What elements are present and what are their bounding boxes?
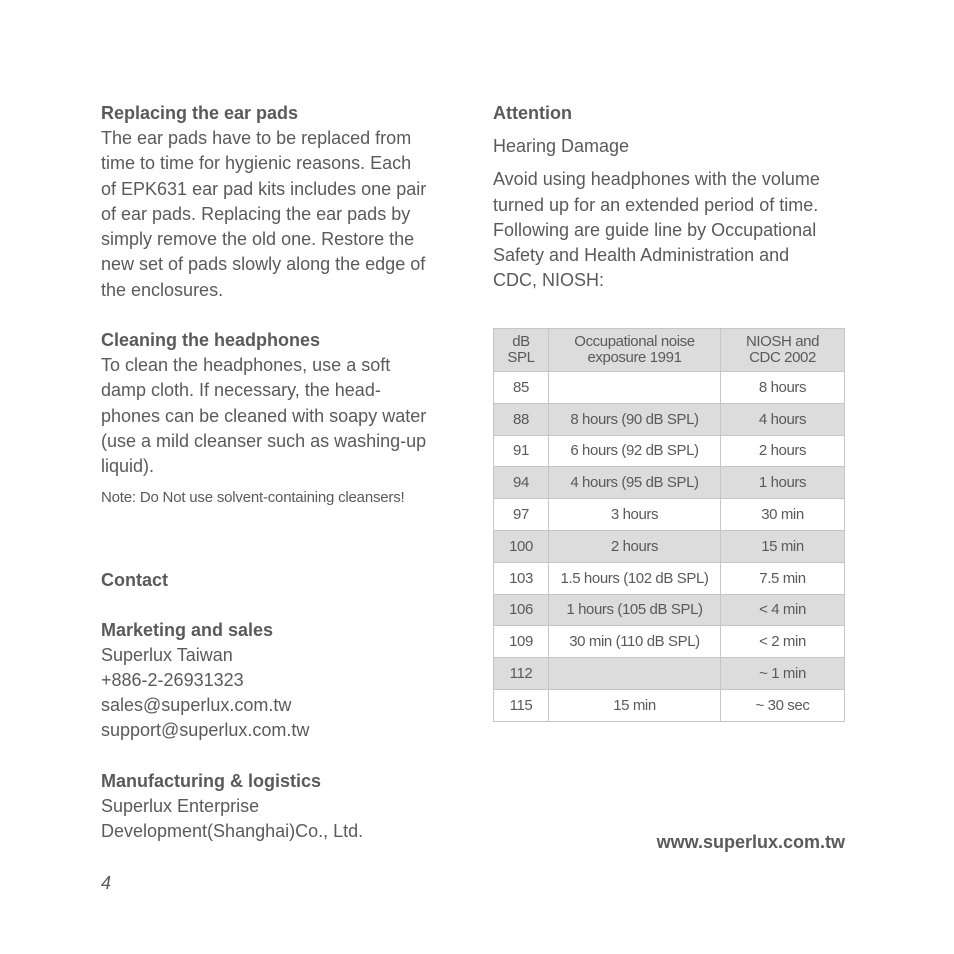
cell-db: 103 — [494, 562, 549, 594]
cell-osha: 4 hours (95 dB SPL) — [549, 467, 721, 499]
table-row — [494, 403, 845, 435]
cell-db: 109 — [494, 626, 549, 658]
cell-niosh: 1 hours — [721, 467, 845, 499]
phone-number: +886-2-26931323 — [101, 669, 244, 690]
support-email: support@superlux.com.tw — [101, 720, 310, 741]
body-line: the enclosures. — [101, 279, 224, 300]
body-line: (use a mild cleanser such as washing-up — [101, 430, 427, 451]
body-line: Avoid using headphones with the volume — [493, 169, 820, 190]
table-row — [494, 435, 845, 467]
company-name: Superlux Taiwan — [101, 644, 233, 665]
attention-body — [493, 167, 863, 293]
contact-section — [101, 568, 471, 845]
cell-osha — [549, 658, 721, 690]
cell-db: 100 — [494, 530, 549, 562]
header-niosh-cdc: NIOSH and CDC 2002 — [721, 329, 845, 372]
cell-niosh: < 4 min — [721, 594, 845, 626]
table-row — [494, 626, 845, 658]
cell-osha: 6 hours (92 dB SPL) — [549, 435, 721, 467]
cell-niosh: ~ 1 min — [721, 658, 845, 690]
body-line: time to time for hygienic reasons. Each — [101, 153, 412, 174]
cell-niosh: 15 min — [721, 530, 845, 562]
body-line: new set of pads slowly along the edge of — [101, 254, 426, 275]
cell-niosh: 7.5 min — [721, 562, 845, 594]
cell-db: 94 — [494, 467, 549, 499]
manufacturing-body — [101, 794, 471, 845]
website-url: www.superlux.com.tw — [656, 832, 845, 852]
body-line: phones can be cleaned with soapy water — [101, 405, 427, 426]
body-line: The ear pads have to be replaced from — [101, 128, 412, 148]
body-line: liquid). — [101, 456, 155, 477]
cleaning-body — [101, 353, 471, 479]
table-header-row — [494, 329, 845, 372]
noise-exposure-table — [493, 328, 845, 722]
table-row — [494, 594, 845, 626]
cell-niosh: ~ 30 sec — [721, 689, 845, 721]
body-line: of ear pads. Replacing the ear pads by — [101, 203, 411, 224]
body-line: To clean the headphones, use a soft — [101, 355, 391, 376]
cell-niosh: 30 min — [721, 499, 845, 531]
cell-osha: 30 min (110 dB SPL) — [549, 626, 721, 658]
table-row — [494, 467, 845, 499]
body-line: Following are guide line by Occupational — [493, 219, 817, 240]
manufacturer-line: Superlux Enterprise — [101, 795, 260, 816]
cell-db: 91 — [494, 435, 549, 467]
cleaning-note: Note: Do Not use solvent-containing cleansers! — [101, 488, 405, 506]
body-line: turned up for an extended period of time. — [493, 194, 819, 215]
sales-email: sales@superlux.com.tw — [101, 695, 292, 716]
cell-niosh: 8 hours — [721, 372, 845, 404]
header-occupational-noise: Occupational noise exposure 1991 — [549, 329, 721, 372]
cleaning-heading: Cleaning the headphones — [101, 330, 321, 351]
body-line: CDC, NIOSH: — [493, 270, 605, 291]
cell-osha: 2 hours — [549, 530, 721, 562]
cell-niosh: 2 hours — [721, 435, 845, 467]
table-row — [494, 372, 845, 404]
body-line: simply remove the old one. Restore the — [101, 229, 415, 250]
cell-niosh: < 2 min — [721, 626, 845, 658]
cell-osha — [549, 372, 721, 404]
body-line: of EPK631 ear pad kits includes one pair — [101, 178, 427, 199]
cell-db: 115 — [494, 689, 549, 721]
header-db-spl: dB SPL — [494, 329, 549, 372]
page-number: 4 — [101, 873, 112, 893]
cell-db: 85 — [494, 372, 549, 404]
replacing-ear-pads-section — [101, 101, 471, 303]
manufacturer-line: Development(Shanghai)Co., Ltd. — [101, 821, 364, 842]
cell-db: 88 — [494, 403, 549, 435]
attention-heading: Attention — [493, 103, 572, 123]
cleaning-section — [101, 328, 471, 507]
replacing-heading: Replacing the ear pads — [101, 103, 299, 123]
cell-osha: 3 hours — [549, 499, 721, 531]
cell-osha: 1.5 hours (102 dB SPL) — [549, 562, 721, 594]
body-line: Safety and Health Administration and — [493, 245, 790, 266]
manufacturing-heading: Manufacturing & logistics — [101, 770, 322, 791]
marketing-heading: Marketing and sales — [101, 619, 274, 640]
body-line: damp cloth. If necessary, the head- — [101, 380, 381, 401]
cell-db: 112 — [494, 658, 549, 690]
table-row — [494, 562, 845, 594]
replacing-body — [101, 126, 471, 303]
cell-db: 106 — [494, 594, 549, 626]
hearing-damage-subheading: Hearing Damage — [493, 136, 630, 156]
table-row — [494, 530, 845, 562]
table-row — [494, 658, 845, 690]
table-row — [494, 689, 845, 721]
cell-osha: 8 hours (90 dB SPL) — [549, 403, 721, 435]
marketing-body — [101, 643, 471, 744]
cell-niosh: 4 hours — [721, 403, 845, 435]
table-row — [494, 499, 845, 531]
cell-db: 97 — [494, 499, 549, 531]
cell-osha: 15 min — [549, 689, 721, 721]
contact-heading: Contact — [101, 569, 168, 590]
right-column — [493, 101, 863, 294]
cell-osha: 1 hours (105 dB SPL) — [549, 594, 721, 626]
left-column — [101, 101, 471, 844]
